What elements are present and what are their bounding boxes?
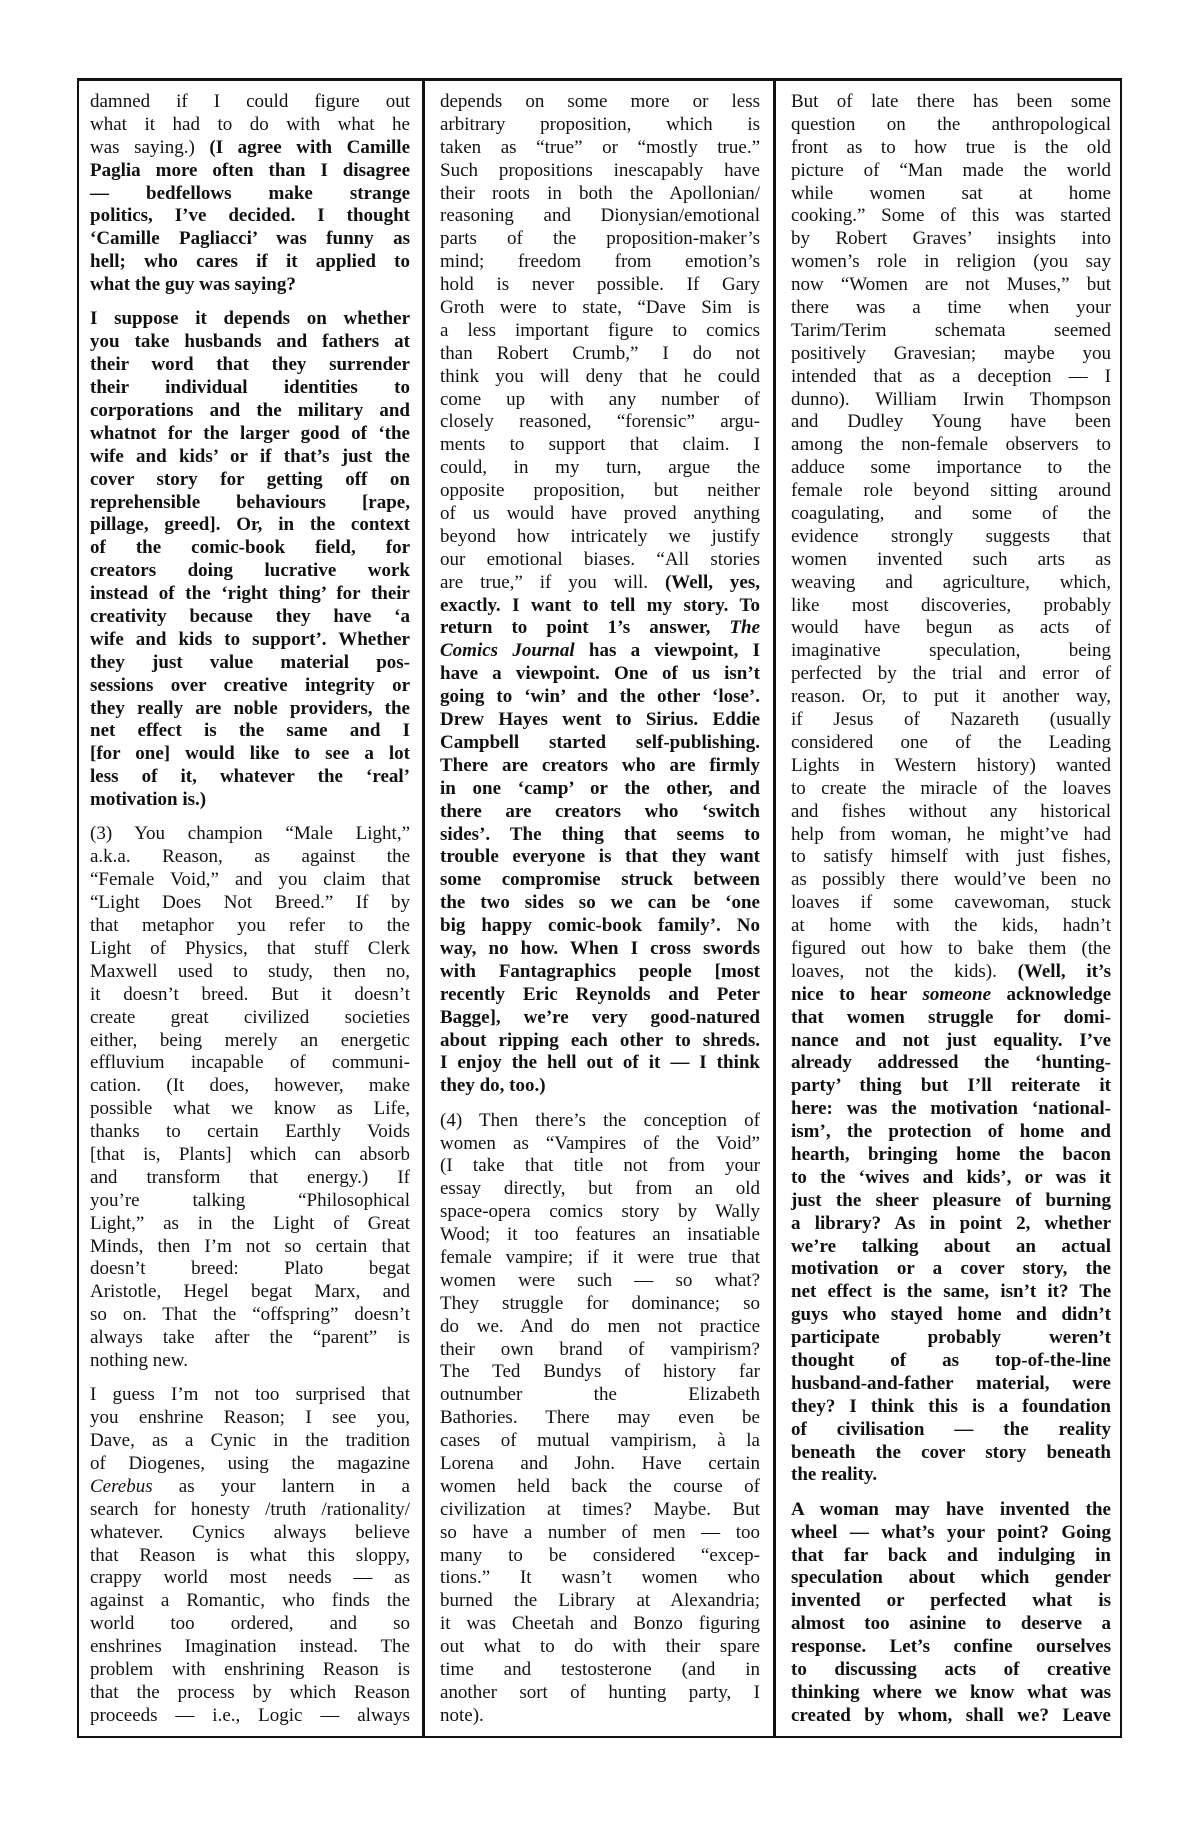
text-line: thanks to certain Earthly Voids (90, 1121, 410, 1143)
text-run: have a viewpoint. One of us isn’t (440, 663, 760, 685)
text-line: Light of Physics, that stuff Clerk (90, 937, 410, 959)
text-line: net effect is the same and I (90, 720, 410, 742)
text-line (90, 228, 410, 251)
text-line: female vampire; if it were true that (440, 1246, 760, 1268)
text-line: against a Romantic, who finds the (90, 1590, 410, 1612)
text-line: loaves if some cavewoman, stuck (791, 892, 1111, 914)
text-run: motivation or a cover story, the (791, 1258, 1111, 1280)
text-line: taken as “true” or “mostly true.” (440, 136, 760, 158)
text-line: cover story for getting off on (90, 468, 410, 490)
text-line: a.k.a. Reason, as against the (90, 846, 410, 868)
text-run: going to ‘win’ and the other ‘lose’. (440, 686, 760, 708)
text-line: and transform that energy.) If (90, 1166, 410, 1188)
text-run: participate probably weren’t (791, 1327, 1111, 1349)
text-run: recently Eric Reynolds and Peter (440, 983, 760, 1005)
text-run: Drew Hayes went to Sirius. Eddie (440, 709, 760, 731)
text-line: “Female Void,” and you claim that (90, 869, 410, 891)
text-line: their own brand of vampirism? (440, 1338, 760, 1360)
text-line: nothing new. (90, 1349, 188, 1371)
text-line: their word that they surrender (90, 354, 410, 376)
text-run: party’ thing but I’ll reiterate it (791, 1075, 1111, 1097)
text-run: has a viewpoint, I (574, 640, 760, 662)
text-line: you take husbands and fathers at (90, 331, 410, 353)
text-line: creativity because they have ‘a (90, 606, 410, 628)
text-line (90, 160, 410, 183)
text-run: — bedfellows make strange (90, 182, 410, 204)
text-run: already addressed the ‘hunting- (791, 1052, 1111, 1074)
text-line: they really are noble providers, the (90, 697, 410, 719)
text-run: sides’. The thing that seems to (440, 823, 760, 845)
text-run: Bagge], we’re very good-natured (440, 1006, 760, 1028)
text-run: acknowledge (991, 983, 1111, 1005)
text-line (791, 1098, 1111, 1121)
text-line (791, 1327, 1111, 1350)
text-run: the two sides so we can be ‘one (440, 892, 760, 914)
text-line: almost too asinine to deserve a (791, 1613, 1111, 1635)
text-line: response. Let’s confine ourselves (791, 1636, 1111, 1658)
text-run: in one ‘camp’ or the other, and (440, 777, 760, 799)
text-line: among the non-female observers to (791, 434, 1111, 456)
text-line (90, 137, 410, 160)
text-run: There are creators who are firmly (440, 754, 760, 776)
text-column-2 (440, 91, 760, 1739)
text-line: women were such — so what? (440, 1269, 760, 1291)
text-line: of the comic-book field, for (90, 537, 410, 559)
text-line (440, 640, 760, 663)
text-line (791, 1281, 1111, 1304)
text-line: note). (440, 1704, 484, 1726)
text-line (90, 205, 410, 228)
text-line: figured out how to bake them (the (791, 937, 1111, 959)
text-line (791, 1052, 1111, 1075)
text-line: outnumber the Elizabeth (440, 1384, 760, 1406)
text-line: wife and kids’ or if that’s just the (90, 445, 410, 467)
text-run: exactly. I want to tell my story. To (440, 594, 760, 616)
text-line: thinking where we know what was (791, 1681, 1111, 1703)
text-column-3 (791, 91, 1111, 1739)
text-line (791, 1442, 1111, 1465)
text-line (791, 1213, 1111, 1236)
text-line (791, 1304, 1111, 1327)
text-line: it was Cheetah and Bonzo figuring (440, 1613, 760, 1635)
text-column-1 (90, 91, 410, 1739)
text-line: that far back and indulging in (791, 1544, 1111, 1566)
text-run: ‘Camille Pagliacci’ was funny as (90, 228, 410, 250)
text-line (791, 1373, 1111, 1396)
text-line (791, 961, 1111, 984)
text-line: while women sat at home (791, 182, 1111, 204)
text-line: (3) You champion “Male Light,” (90, 823, 410, 845)
text-line (791, 1075, 1111, 1098)
text-line: cases of mutual vampirism, à la (440, 1430, 760, 1452)
text-run: beneath the cover story beneath (791, 1441, 1111, 1463)
text-line: mind; freedom from emotion’s (440, 251, 760, 273)
text-line: effluvium incapable of communi- (90, 1052, 410, 1074)
text-line (440, 686, 760, 709)
text-line: it doesn’t breed. But it doesn’t (90, 983, 410, 1005)
paragraph (440, 1110, 760, 1728)
text-run: Cerebus (90, 1475, 153, 1497)
text-line: by Robert Graves’ insights into (791, 228, 1111, 250)
text-line: (I take that title not from your (440, 1155, 760, 1177)
text-line: out what to do with their spare (440, 1636, 760, 1658)
text-line (440, 709, 760, 732)
text-line (440, 801, 760, 824)
text-line: created by whom, shall we? Leave (791, 1704, 1111, 1726)
text-line: Dave, as a Cynic in the tradition (90, 1430, 410, 1452)
text-line: “Light Does Not Breed.” If by (90, 892, 410, 914)
text-run: what the guy was saying? (90, 274, 296, 296)
text-line: you enshrine Reason; I see you, (90, 1407, 410, 1429)
text-line: But of late there has been some (791, 91, 1111, 112)
text-run: of civilisation — the reality (791, 1418, 1111, 1440)
text-line: of us would have proved anything (440, 503, 760, 525)
text-line: another sort of hunting party, I (440, 1681, 760, 1703)
text-line: problem with enshrining Reason is (90, 1658, 410, 1680)
text-run: Campbell started self-publishing. (440, 731, 760, 753)
text-run: a library? As in point 2, whether (791, 1212, 1111, 1234)
text-line (791, 1396, 1111, 1419)
text-line: possible what we know as Life, (90, 1098, 410, 1120)
text-line (90, 274, 410, 297)
text-line (440, 892, 760, 915)
text-line (791, 1258, 1111, 1281)
text-line: intended that as a deception — I (791, 365, 1111, 387)
text-run: Comics Journal (440, 640, 575, 662)
text-run: was saying.) (90, 136, 210, 158)
text-line (440, 915, 760, 938)
text-line: search for honesty /truth /rationality/ (90, 1498, 410, 1520)
text-line: adduce some importance to the (791, 457, 1111, 479)
text-line: tions.” It wasn’t women who (440, 1567, 760, 1589)
text-line: beyond how intricately we justify (440, 525, 760, 547)
text-run: they? I think this is a foundation (791, 1395, 1111, 1417)
text-line (440, 755, 760, 778)
text-line: many to be considered “excep- (440, 1544, 760, 1566)
column-divider (422, 78, 425, 1738)
text-run: thought of as top-of-the-line (791, 1349, 1111, 1371)
text-line: dunno). William Irwin Thompson (791, 388, 1111, 410)
text-line: proceeds — i.e., Logic — always (90, 1704, 410, 1726)
text-line: come up with any number of (440, 388, 760, 410)
text-run: here: was the motivation ‘national- (791, 1098, 1111, 1120)
text-line: reason. Or, to put it another way, (791, 686, 1111, 708)
text-line: crappy world most needs — as (90, 1567, 410, 1589)
text-run: way, no how. When I cross swords (440, 937, 760, 959)
text-run: we’re talking about an actual (791, 1235, 1111, 1257)
text-line: that the process by which Reason (90, 1681, 410, 1703)
text-run: husband-and-father material, were (791, 1372, 1111, 1394)
text-line: wife and kids to support’. Whether (90, 628, 410, 650)
text-line (440, 732, 760, 755)
text-line: [that is, Plants] which can absorb (90, 1143, 410, 1165)
text-line: Minds, then I’m not so certain that (90, 1235, 410, 1257)
text-line: corporations and the military and (90, 400, 410, 422)
text-run: as your lantern in a (152, 1475, 410, 1497)
paragraph (90, 91, 410, 297)
text-line: They struggle for dominance; so (440, 1292, 760, 1314)
text-line: there was a time when your (791, 297, 1111, 319)
text-line (440, 595, 760, 618)
text-line (791, 984, 1111, 1007)
text-line: depends on some more or less (440, 91, 760, 112)
text-run: that women struggle for domi- (791, 1006, 1111, 1028)
text-line: whatever. Cynics always believe (90, 1521, 410, 1543)
paragraph (791, 1499, 1111, 1728)
text-run: Paglia more often than I disagree (90, 159, 410, 181)
text-line: our emotional biases. “All stories (440, 548, 760, 570)
text-line (791, 1167, 1111, 1190)
text-line: a less important figure to comics (440, 319, 760, 341)
text-line (440, 869, 760, 892)
text-line: and Dudley Young have been (791, 411, 1111, 433)
text-line: closely reasoned, “forensic” argu- (440, 411, 760, 433)
paragraph (791, 91, 1111, 1487)
text-line: than Robert Crumb,” I do not (440, 342, 760, 364)
column-divider (773, 78, 776, 1738)
text-run: net effect is the same, isn’t it? The (791, 1281, 1111, 1303)
paragraph (90, 823, 410, 1372)
text-line (90, 1476, 410, 1499)
paragraph (90, 1384, 410, 1727)
text-line (440, 846, 760, 869)
text-line: opposite proposition, but neither (440, 480, 760, 502)
text-run: (Well, it’s (1017, 960, 1111, 982)
text-line: Wood; it too features an insatiable (440, 1224, 760, 1246)
text-run: about ripping each other to shreds. (440, 1029, 760, 1051)
text-line: at home with the kids, hadn’t (791, 915, 1111, 937)
text-line: women’s role in religion (you say (791, 251, 1111, 273)
text-line: reasoning and Dionysian/emotional (440, 205, 760, 227)
text-line: Tarim/Terim schemata seemed (791, 319, 1111, 341)
text-line: cation. (It does, however, make (90, 1075, 410, 1097)
text-line: do we. And do men not practice (440, 1315, 760, 1337)
text-line: considered one of the Leading (791, 731, 1111, 753)
text-line: help from woman, he might’ve had (791, 823, 1111, 845)
text-run: The (729, 617, 760, 639)
text-line (791, 1419, 1111, 1442)
text-line (440, 1075, 760, 1098)
text-line: what it had to do with what he (90, 113, 410, 135)
text-line: speculation about which gender (791, 1567, 1111, 1589)
text-line: sessions over creative integrity or (90, 674, 410, 696)
text-line: coagulating, and some of the (791, 503, 1111, 525)
text-line (440, 617, 760, 640)
text-run: hell; who cares if it applied to (90, 251, 410, 273)
text-line: parts of the proposition-maker’s (440, 228, 760, 250)
text-line: Bathories. There may even be (440, 1407, 760, 1429)
text-line: civilization at times? Maybe. But (440, 1498, 760, 1520)
text-line (440, 961, 760, 984)
text-line: female role beyond sitting around (791, 480, 1111, 502)
text-line (791, 1121, 1111, 1144)
text-line: arbitrary proposition, which is (440, 113, 760, 135)
text-line: create great civilized societies (90, 1006, 410, 1028)
text-line: time and testosterone (and in (440, 1659, 760, 1680)
text-line: evidence strongly suggests that (791, 525, 1111, 547)
text-run: are true,” if you will. (440, 571, 665, 593)
text-run: loaves, not the kids). (791, 960, 1018, 982)
text-line (791, 1190, 1111, 1213)
text-line: (4) Then there’s the conception of (440, 1109, 760, 1131)
text-line: burned the Library at Alexandria; (440, 1590, 760, 1612)
text-line: weaving and agriculture, which, (791, 571, 1111, 593)
text-line (440, 663, 760, 686)
text-line: instead of the ‘right thing’ for their (90, 583, 410, 605)
text-line: now “Women are not Muses,” but (791, 274, 1111, 296)
text-run: hearth, bringing home the bacon (791, 1143, 1111, 1165)
paragraph (90, 308, 410, 812)
text-line (791, 1144, 1111, 1167)
text-run: they do, too.) (440, 1075, 546, 1097)
text-line: Lorena and John. Have certain (440, 1452, 760, 1474)
text-line: either, being merely an energetic (90, 1029, 410, 1051)
text-line: and fishes without any historical (791, 800, 1111, 822)
text-run: nance and not just equality. I’ve (791, 1029, 1111, 1051)
text-line: creators doing lucrative work (90, 560, 410, 582)
text-line: they just value material pos- (90, 651, 410, 673)
text-line: that Reason is what this sloppy, (90, 1544, 410, 1566)
text-line: whatnot for the larger good of ‘the (90, 422, 410, 444)
text-line (791, 1464, 1111, 1487)
text-line (440, 572, 760, 595)
text-line: picture of “Man made the world (791, 159, 1111, 181)
text-line: ments to support that claim. I (440, 434, 760, 456)
text-line (440, 1052, 760, 1075)
text-run: I enjoy the hell out of it — I think (440, 1052, 760, 1074)
text-line: think you will deny that he could (440, 365, 760, 387)
text-line: to create the miracle of the loaves (791, 777, 1111, 799)
text-run: to the ‘wives and kids’, or was it (791, 1166, 1111, 1188)
text-line: damned if I could figure out (90, 91, 410, 112)
text-line: Lights in Western history) wanted (791, 754, 1111, 776)
text-line: to discussing acts of creative (791, 1659, 1111, 1680)
text-run: some compromise struck between (440, 869, 760, 891)
text-line: A woman may have invented the (791, 1498, 1111, 1520)
text-line: I guess I’m not too surprised that (90, 1384, 410, 1406)
text-run: trouble everyone is that they want (440, 846, 760, 868)
text-line: pillage, greed]. Or, in the context (90, 514, 410, 536)
text-run: return to point 1’s answer, (440, 617, 730, 639)
text-line: of Diogenes, using the magazine (90, 1452, 410, 1474)
text-line: imaginative speculation, being (791, 640, 1111, 662)
text-line (90, 251, 410, 274)
text-line: world too ordered, and so (90, 1613, 410, 1635)
text-line: question on the anthropological (791, 113, 1111, 135)
text-line: as possibly there would’ve been no (791, 869, 1111, 891)
text-line: perfected by the trial and error of (791, 663, 1111, 685)
text-line: [for one] would like to see a lot (90, 743, 410, 765)
text-line: Groth were to state, “Dave Sim is (440, 297, 760, 319)
text-run: the reality. (791, 1464, 878, 1486)
text-run: (I agree with Camille (209, 136, 411, 158)
text-line (440, 1030, 760, 1053)
text-run: nice to hear (791, 983, 923, 1005)
text-run: just the sheer pleasure of burning (791, 1189, 1111, 1211)
text-line: Maxwell used to study, then no, (90, 960, 410, 982)
text-line: that metaphor you refer to the (90, 915, 410, 937)
text-run: (Well, yes, (664, 571, 760, 593)
text-line: motivation is.) (90, 789, 207, 811)
text-line (440, 938, 760, 961)
text-line: like most discoveries, probably (791, 594, 1111, 616)
text-run: with Fantagraphics people [most (440, 960, 760, 982)
text-run: politics, I’ve decided. I thought (90, 205, 410, 227)
text-line: doesn’t breed: Plato begat (90, 1258, 410, 1280)
text-line: would have begun as acts of (791, 617, 1111, 639)
text-line: Such propositions inescapably have (440, 159, 760, 181)
text-line: to satisfy himself with just fishes, (791, 846, 1111, 868)
text-line: positively Gravesian; maybe you (791, 342, 1111, 364)
text-line: hold is never possible. If Gary (440, 274, 760, 296)
text-line: women held back the course of (440, 1475, 760, 1497)
text-run: someone (922, 983, 992, 1005)
text-line: invented or perfected what is (791, 1590, 1111, 1612)
text-line: reprehensible behaviours [rape, (90, 491, 410, 513)
text-line: front as to how true is the old (791, 136, 1111, 158)
text-line (791, 1030, 1111, 1053)
text-line: enshrines Imagination instead. The (90, 1636, 410, 1658)
text-line: so have a number of men — too (440, 1521, 760, 1543)
paragraph (440, 91, 760, 1098)
text-line: if Jesus of Nazareth (usually (791, 709, 1111, 731)
text-line: essay directly, but from an old (440, 1178, 760, 1200)
text-run: guys who stayed home and didn’t (791, 1304, 1111, 1326)
text-line: their individual identities to (90, 377, 410, 399)
text-line: I suppose it depends on whether (90, 308, 410, 330)
text-line: cooking.” Some of this was started (791, 205, 1111, 227)
text-line (440, 984, 760, 1007)
text-line (791, 1236, 1111, 1259)
text-line: women as “Vampires of the Void” (440, 1132, 760, 1154)
text-line: Aristotle, Hegel begat Marx, and (90, 1281, 410, 1303)
text-line: you’re talking “Philosophical (90, 1189, 410, 1211)
text-run: big happy comic-book family’. No (440, 915, 760, 937)
text-line: wheel — what’s your point? Going (791, 1521, 1111, 1543)
text-line: women invented such arts as (791, 548, 1111, 570)
text-line: always take after the “parent” is (90, 1327, 410, 1349)
text-run: ism’, the protection of home and (791, 1121, 1111, 1143)
text-line (440, 824, 760, 847)
text-line: less of it, whatever the ‘real’ (90, 766, 410, 788)
text-line: their roots in both the Apollonian/ (440, 182, 760, 204)
text-line: could, in my turn, argue the (440, 457, 760, 479)
text-line: so on. That the “offspring” doesn’t (90, 1304, 410, 1326)
text-line: The Ted Bundys of history far (440, 1361, 760, 1383)
text-line (791, 1007, 1111, 1030)
text-line (791, 1350, 1111, 1373)
text-line (440, 1007, 760, 1030)
text-line (90, 183, 410, 206)
text-run: there are creators who ‘switch (440, 800, 760, 822)
text-line: Light,” as in the Light of Great (90, 1212, 410, 1234)
text-line: space-opera comics story by Wally (440, 1201, 760, 1223)
text-line (440, 778, 760, 801)
